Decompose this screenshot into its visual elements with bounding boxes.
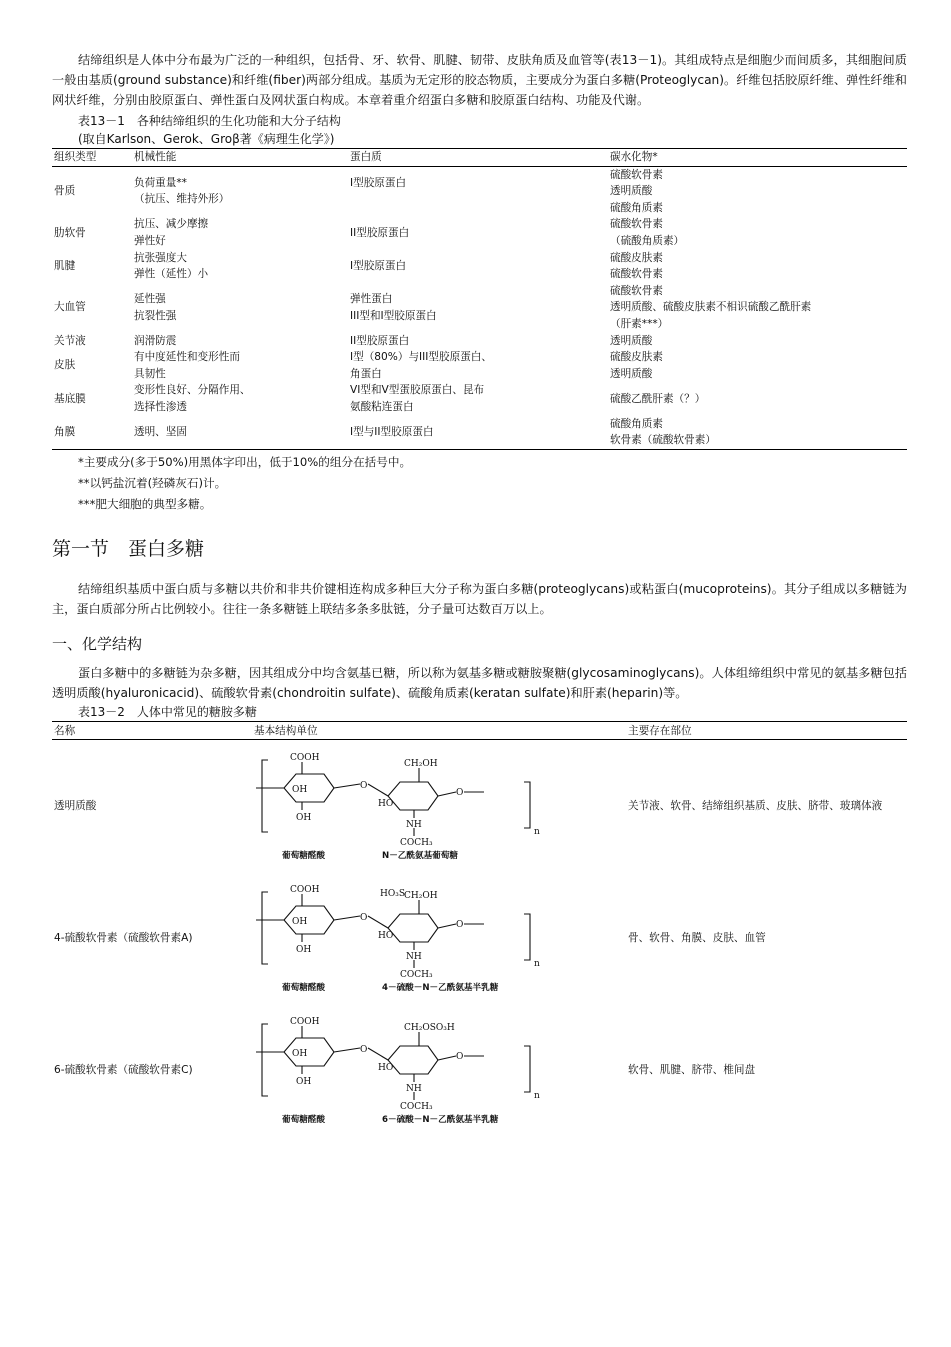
glucuronic-acid-label: 葡萄糖醛酸 bbox=[282, 850, 325, 861]
glycosidic-oxygen-label: O bbox=[456, 919, 464, 930]
table2-header: 主要存在部位 bbox=[626, 721, 907, 739]
glucuronic-acid-label: 葡萄糖醛酸 bbox=[282, 982, 325, 993]
table1-header-row bbox=[52, 149, 907, 167]
acetyl-group-label: COCH₃ bbox=[400, 1101, 433, 1112]
c6-group-label: CH₂OH bbox=[404, 758, 438, 769]
repeat-n-label: n bbox=[534, 958, 540, 969]
table-row bbox=[52, 333, 907, 350]
oh-group-label: OH bbox=[296, 944, 312, 955]
glycosidic-oxygen-label: O bbox=[456, 787, 464, 798]
table1-header: 机械性能 bbox=[132, 149, 348, 167]
table1-header: 碳水化物* bbox=[608, 149, 907, 167]
table-cell: 大血管 bbox=[54, 301, 86, 314]
oh-group-label: OH bbox=[292, 916, 308, 927]
amino-sugar-label: 4－硫酸－N－乙酰氨基半乳糖 bbox=[382, 982, 499, 993]
table2-header: 基本结构单位 bbox=[252, 721, 626, 739]
table-cell: I型胶原蛋白 bbox=[350, 259, 407, 272]
table-cell: 变形性良好、分隔作用、 选择性渗透 bbox=[134, 384, 251, 413]
table-cell: VI型和V型蛋胶原蛋白、昆布 氨酸粘连蛋白 bbox=[350, 384, 485, 413]
section-paragraph: 结缔组织基质中蛋白质与多糖以共价和非共价键相连构成多种巨大分子称为蛋白多糖(proteoglycans)或粘蛋白(mucoproteins)。其分子组成以多糖链为主，蛋白质部分所占比例较小。往往一条多糖链上联结多条多肽链，分子量可达数百万以上。 bbox=[52, 581, 907, 616]
glycosidic-oxygen-label: O bbox=[456, 1051, 464, 1062]
table-cell: I型（80%）与III型胶原蛋白、 角蛋白 bbox=[350, 351, 492, 380]
distribution-sites: 软骨、肌腱、脐带、椎间盘 bbox=[628, 1064, 756, 1077]
distribution-sites: 关节液、软骨、结缔组织基质、皮肤、脐带、玻璃体液 bbox=[628, 800, 883, 813]
table-cell: 角膜 bbox=[52, 416, 132, 450]
table-cell: 骨质 bbox=[54, 185, 76, 198]
table-row bbox=[52, 1004, 907, 1136]
table-cell: 透明、坚固 bbox=[132, 416, 348, 450]
intro-paragraph: 结缔组织是人体中分布最为广泛的一种组织，包括骨、牙、软骨、肌腱、韧带、皮肤角质及血管等(表13－1)。其组成特点是细胞少而间质多，其细胞间质一般由基质(ground substance)和纤维(fiber)两部分组成。基质为无定形的胶态物质，主要成分为蛋白多糖(Proteoglycan)。纤维包括胶原纤维、弹性纤维和网状纤维，分别由胶原蛋白、弹性蛋白及网状蛋白构成。本章着重介绍蛋白多糖和胶原蛋白结构、功能及代谢。 bbox=[52, 53, 907, 107]
subsection-paragraph: 蛋白多糖中的多糖链为杂多糖，因其组成分中均含氨基已糖，所以称为氨基多糖或糖胺聚糖(glycosaminoglycans)。人体组缔组织中常见的氨基多糖包括透明质酸(hyaluronicacid)、硫酸软骨素(chondroitin sulfate)、硫酸角质素(keratan sulfate)和肝素(heparin)等。 bbox=[52, 665, 907, 700]
table-cell: I型与II型胶原蛋白 bbox=[348, 416, 608, 450]
table2-header-row bbox=[52, 721, 907, 739]
table1-note: ***肥大细胞的典型多糖。 bbox=[78, 496, 212, 511]
nh-group-label: NH bbox=[406, 819, 422, 830]
table-row bbox=[52, 250, 907, 283]
table-cell: 硫酸软骨素 透明质酸、硫酸皮肤素不相识硫酸乙酰肝素 （肝素***） bbox=[610, 284, 812, 330]
table2 bbox=[52, 721, 907, 1136]
table-cell: 有中度延性和变形性而 具韧性 bbox=[134, 351, 240, 380]
glycosaminoglycan-name: 透明质酸 bbox=[54, 800, 97, 813]
disaccharide-structure-diagram bbox=[254, 880, 544, 996]
glycosaminoglycan-name: 6-硫酸软骨素（硫酸软骨素C) bbox=[54, 1064, 193, 1077]
table-row bbox=[52, 216, 907, 249]
cooh-group-label: COOH bbox=[290, 1016, 320, 1027]
table-cell: II型胶原蛋白 bbox=[350, 226, 410, 239]
table1-header: 组织类型 bbox=[52, 149, 132, 167]
cooh-group-label: COOH bbox=[290, 752, 320, 763]
table-row bbox=[52, 739, 907, 872]
table-cell: 基底膜 bbox=[54, 392, 86, 405]
acetyl-group-label: COCH₃ bbox=[400, 837, 433, 848]
table-cell: 弹性蛋白 III型和I型胶原蛋白 bbox=[350, 293, 437, 322]
ho-group-label: HO bbox=[378, 798, 394, 809]
table1-caption: 表13－1 各种结缔组织的生化功能和大分子结构 bbox=[78, 114, 341, 128]
table1 bbox=[52, 148, 907, 450]
table-cell: 关节液 bbox=[54, 334, 86, 347]
amino-sugar-label: N－乙酰氨基葡萄糖 bbox=[382, 850, 458, 861]
table1-note: **以钙盐沉着(羟磷灰石)计。 bbox=[78, 475, 227, 490]
table2-header: 名称 bbox=[52, 721, 252, 739]
table-cell: II型胶原蛋白 bbox=[350, 334, 410, 347]
subsection-title: 一、化学结构 bbox=[52, 634, 143, 653]
table-cell: 肋软骨 bbox=[54, 226, 86, 239]
table-row bbox=[52, 872, 907, 1004]
structure-cell bbox=[252, 739, 626, 872]
table-row bbox=[52, 416, 907, 450]
table-cell: 润滑防震 bbox=[134, 334, 177, 347]
table-cell: 肌腱 bbox=[54, 259, 76, 272]
table-cell: 抗张强度大 弹性（延性）小 bbox=[134, 251, 209, 281]
glycosidic-oxygen-label: O bbox=[360, 1044, 368, 1055]
ho-group-label: HO bbox=[378, 930, 394, 941]
disaccharide-structure-diagram bbox=[254, 748, 544, 864]
table-cell: 硫酸乙酰肝素（？） bbox=[610, 392, 706, 405]
structure-cell bbox=[252, 1004, 626, 1136]
repeat-n-label: n bbox=[534, 1090, 540, 1101]
table-row bbox=[52, 283, 907, 333]
structure-cell bbox=[252, 872, 626, 1004]
acetyl-group-label: COCH₃ bbox=[400, 969, 433, 980]
c6-group-label: CH₂OH bbox=[404, 890, 438, 901]
glycosidic-oxygen-label: O bbox=[360, 912, 368, 923]
table-cell: 延性强 抗裂性强 bbox=[134, 293, 177, 322]
table1-header: 蛋白质 bbox=[348, 149, 608, 167]
oh-group-label: OH bbox=[292, 784, 308, 795]
table-cell: 硫酸软骨素 透明质酸 硫酸角质素 bbox=[610, 168, 663, 214]
glucuronic-acid-label: 葡萄糖醛酸 bbox=[282, 1114, 325, 1125]
table-cell: 硫酸角质素 软骨素（硫酸软骨素） bbox=[608, 416, 907, 450]
table-cell: 硫酸皮肤素 硫酸软骨素 bbox=[610, 251, 663, 281]
ho-group-label: HO bbox=[378, 1062, 394, 1073]
document-page bbox=[52, 50, 907, 1136]
table-row bbox=[52, 349, 907, 382]
table-row bbox=[52, 382, 907, 415]
table-row bbox=[52, 166, 907, 216]
table-cell: 透明质酸 bbox=[610, 334, 653, 347]
table-cell: 抗压、减少摩擦 弹性好 bbox=[134, 218, 209, 247]
nh-group-label: NH bbox=[406, 951, 422, 962]
sulfate-group-label: HO₃S bbox=[380, 888, 406, 899]
disaccharide-structure-diagram bbox=[254, 1012, 544, 1128]
table1-note: *主要成分(多于50%)用黑体字印出，低于10%的组分在括号中。 bbox=[78, 454, 412, 469]
glycosaminoglycan-name: 4-硫酸软骨素（硫酸软骨素A) bbox=[54, 932, 193, 945]
repeat-n-label: n bbox=[534, 826, 540, 837]
table-cell: I型胶原蛋白 bbox=[350, 176, 407, 189]
table-cell: 硫酸软骨素 （硫酸角质素） bbox=[610, 218, 685, 247]
oh-group-label: OH bbox=[296, 1076, 312, 1087]
cooh-group-label: COOH bbox=[290, 884, 320, 895]
oh-group-label: OH bbox=[296, 812, 312, 823]
distribution-sites: 骨、软骨、角膜、皮肤、血管 bbox=[628, 932, 766, 945]
table1-source: (取自Karlson、Gerok、Groβ著《病理生化学》) bbox=[78, 132, 335, 146]
table2-caption: 表13－2 人体中常见的糖胺多糖 bbox=[78, 704, 257, 719]
table-cell: 皮肤 bbox=[54, 359, 76, 372]
c6-group-label: CH₂OSO₃H bbox=[404, 1022, 455, 1033]
table-cell: 负荷重量** （抗压、维持外形） bbox=[134, 176, 230, 206]
nh-group-label: NH bbox=[406, 1083, 422, 1094]
section-title: 第一节 蛋白多糖 bbox=[52, 537, 205, 560]
oh-group-label: OH bbox=[292, 1048, 308, 1059]
table-cell: 硫酸皮肤素 透明质酸 bbox=[610, 351, 663, 380]
glycosidic-oxygen-label: O bbox=[360, 780, 368, 791]
amino-sugar-label: 6－硫酸－N－乙酰氨基半乳糖 bbox=[382, 1114, 499, 1125]
